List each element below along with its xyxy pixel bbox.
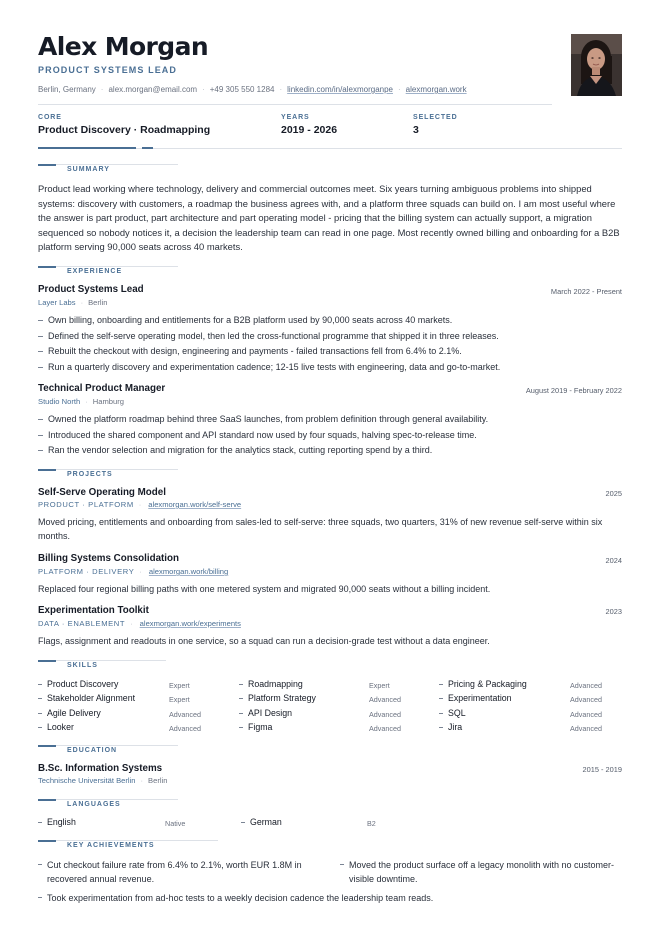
skill-level: Advanced (169, 724, 201, 733)
achievement-text: Cut checkout failure rate from 6.4% to 2.1%, worth EUR 1.8M in recovered annual revenue. (47, 860, 302, 884)
list-item: Ran the vendor selection and migration for the analytics stack, cutting reporting spend by a third. (38, 443, 622, 459)
job-company: Layer Labs (38, 298, 76, 307)
meta-accent-bar (38, 147, 136, 149)
job-location: Berlin (88, 298, 108, 307)
job-title: Product Systems Lead (38, 284, 144, 295)
languages-heading-label: LANGUAGES (67, 801, 121, 808)
project-tags: PLATFORM · DELIVERY (38, 567, 135, 576)
candidate-name: Alex Morgan (38, 32, 209, 61)
contact-line: Berlin, Germany · alex.morgan@email.com · +49 305 550 1284 · linkedin.com/in/alexmorganpe · alexmorgan.work (38, 85, 467, 94)
project-tags: PRODUCT · PLATFORM (38, 500, 134, 509)
skill-name: Jira (448, 722, 463, 732)
achievement-item (340, 858, 622, 886)
language-name: German (250, 817, 282, 827)
phone-text: +49 305 550 1284 (209, 85, 275, 94)
job-dates: March 2022 - Present (550, 287, 622, 296)
education-location: Berlin (148, 776, 168, 785)
list-item: Own billing, onboarding and entitlements for a B2B platform used by 90,000 seats across 40 markets. (38, 313, 622, 329)
meta-years (281, 114, 337, 136)
job-company-line: Studio North · Hamburg (38, 397, 124, 406)
skill-name: Agile Delivery (47, 708, 101, 718)
project-title: Billing Systems Consolidation (38, 553, 179, 564)
skill-name: Figma (248, 722, 273, 732)
skill-name: Pricing & Packaging (448, 679, 527, 689)
education-school-line: Technische Universität Berlin · Berlin (38, 776, 168, 785)
skill-level: Expert (169, 695, 190, 704)
linkedin-link[interactable]: linkedin.com/in/alexmorganpe (287, 85, 393, 94)
skill-name: Product Discovery (47, 679, 119, 689)
meta-selected-label: SELECTED (413, 114, 458, 121)
achievement-item (38, 858, 324, 886)
language-name: English (47, 817, 76, 827)
project-meta-line: PLATFORM · DELIVERY · alexmorgan.work/billing (38, 567, 229, 576)
skill-level: Expert (169, 681, 190, 690)
achievement-text: Took experimentation from ad-hoc tests to a weekly decision cadence the leadership team reads. (47, 893, 434, 903)
meta-selected-value: 3 (413, 124, 419, 136)
project-description: Flags, assignment and readouts in one service, so a squad can run a decision-grade test without a data engineer. (38, 636, 490, 646)
skill-level: Advanced (570, 681, 602, 690)
projects-heading-label: PROJECTS (67, 471, 113, 478)
list-item: Defined the self-serve operating model, then led the cross-functional programme that shipped it in three releases. (38, 329, 622, 345)
meta-core-value: Product Discovery · Roadmapping (38, 124, 211, 136)
language-level: Native (165, 819, 186, 828)
job-company: Studio North (38, 397, 81, 406)
education-degree: B.Sc. Information Systems (38, 763, 163, 774)
achievements-heading-label: KEY ACHIEVEMENTS (67, 842, 155, 849)
education-school: Technische Universität Berlin (38, 776, 136, 785)
skill-name: Looker (47, 722, 74, 732)
achievement-text: Moved the product surface off a legacy monolith with no customer-visible downtime. (349, 860, 614, 884)
skill-name: Experimentation (448, 693, 512, 703)
experience-heading-label: EXPERIENCE (67, 268, 123, 275)
skill-level: Advanced (570, 695, 602, 704)
project-meta-line: PRODUCT · PLATFORM · alexmorgan.work/self-serve (38, 500, 242, 509)
job-dates: August 2019 - February 2022 (525, 386, 622, 395)
skill-level: Advanced (369, 695, 401, 704)
project-description: Replaced four regional billing paths with one metered system and migrated 90,000 seats without a billing incident. (38, 584, 491, 594)
header-divider (38, 104, 552, 105)
skill-level: Advanced (169, 710, 201, 719)
job-location: Hamburg (92, 397, 124, 406)
meta-years-value: 2019 - 2026 (281, 124, 338, 136)
meta-selected (413, 114, 458, 136)
skills-heading-label: SKILLS (67, 662, 98, 669)
job-bullets (38, 313, 622, 375)
website-link[interactable]: alexmorgan.work (405, 85, 467, 94)
project-year: 2025 (605, 489, 622, 498)
meta-years-label: YEARS (281, 114, 310, 121)
skill-name: Stakeholder Alignment (47, 693, 136, 703)
profile-photo (571, 34, 622, 96)
achievement-item (38, 891, 622, 905)
skill-name: API Design (248, 708, 293, 718)
job-bullets (38, 412, 622, 459)
list-item: Introduced the shared component and API standard now used by four squads, halving spec-to-release time. (38, 428, 622, 444)
summary-text: Product lead working where technology, delivery and commercial outcomes meet. Six years turning ambiguous problems into shipped systems: discovery with customers, a roadmap the business agrees with, and a platform three squads can build on. I am most useful where the answer is part product, part architecture and part operating model - pricing that the billing system can actually support, a migration sequenced so nobody notices it, a decision the leadership team can read in one page. Most recently owned billing and onboarding for a B2B platform serving 90,000 seats across 40 markets. (38, 183, 620, 253)
language-level: B2 (367, 819, 376, 828)
list-item: Rebuilt the checkout with design, engineering and payments - failed transactions fell from 6.4% to 2.1%. (38, 344, 622, 360)
summary-heading-label: SUMMARY (67, 166, 110, 173)
skill-level: Expert (369, 681, 390, 690)
job-company-line: Layer Labs · Berlin (38, 298, 108, 307)
project-link[interactable]: alexmorgan.work/billing (148, 567, 229, 576)
meta-accent-tick (142, 147, 153, 149)
project-year: 2024 (605, 556, 622, 565)
skill-level: Advanced (570, 710, 602, 719)
project-title: Self-Serve Operating Model (38, 487, 166, 498)
skill-level: Advanced (570, 724, 602, 733)
email-text: alex.morgan@email.com (108, 85, 198, 94)
project-link[interactable]: alexmorgan.work/self-serve (148, 500, 242, 509)
meta-core-label: CORE (38, 114, 62, 121)
list-item: Owned the platform roadmap behind three SaaS launches, from problem definition through general availability. (38, 412, 622, 428)
location-text: Berlin, Germany (38, 85, 96, 94)
project-title: Experimentation Toolkit (38, 605, 149, 616)
project-description: Moved pricing, entitlements and onboarding from sales-led to self-serve: three squads, two quarters, 31% of new revenue self-serve within six months. (38, 517, 603, 541)
skill-level: Advanced (369, 710, 401, 719)
skill-name: Platform Strategy (248, 693, 316, 703)
skill-name: SQL (448, 708, 466, 718)
project-link[interactable]: alexmorgan.work/experiments (139, 619, 241, 628)
candidate-role: PRODUCT SYSTEMS LEAD (38, 65, 178, 75)
education-heading-label: EDUCATION (67, 747, 118, 754)
list-item: Run a quarterly discovery and experimentation cadence; 12-15 live tests with engineering, data and go-to-market. (38, 360, 622, 376)
skill-level: Advanced (369, 724, 401, 733)
project-meta-line: DATA · ENABLEMENT · alexmorgan.work/experiments (38, 619, 241, 628)
job-title: Technical Product Manager (38, 383, 166, 394)
education-dates: 2015 - 2019 (582, 765, 622, 774)
project-year: 2023 (605, 607, 622, 616)
project-tags: DATA · ENABLEMENT (38, 619, 126, 628)
skill-name: Roadmapping (248, 679, 303, 689)
meta-core (38, 114, 210, 136)
